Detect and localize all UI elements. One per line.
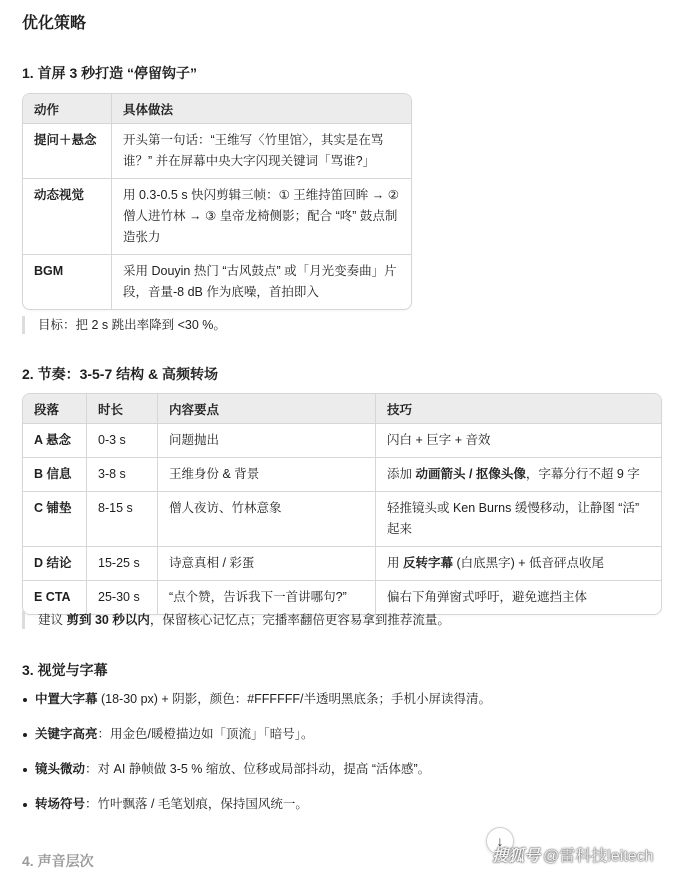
duration-cell: 25-30 s (87, 581, 158, 614)
column-header: 动作 (23, 94, 112, 124)
column-header: 时长 (87, 394, 158, 424)
column-header: 段落 (23, 394, 87, 424)
table-row (23, 124, 411, 179)
watermark-text: @雷科技leitech (543, 848, 654, 865)
table-row (23, 547, 661, 581)
hook-table (22, 93, 412, 310)
content-cell: 问题抛出 (158, 424, 376, 458)
watermark-brand: 搜狐号 (492, 848, 541, 865)
content-cell: 僧人夜访、竹林意象 (158, 492, 376, 547)
rhythm-table (22, 393, 662, 615)
tip-cell: 闪白 + 巨字 + 音效 (376, 424, 661, 458)
content-cell: “点个赞，告诉我下一首讲哪句?” (158, 581, 376, 614)
action-cell: BGM (23, 255, 112, 309)
table-row (23, 179, 411, 255)
tip-cell: 添加 动画箭头 / 抠像头像，字幕分行不超 9 字 (376, 458, 661, 492)
detail-cell: 用 0.3-0.5 s 快闪剪辑三帧：① 王维持笛回眸 → ② 僧人进竹林 → ③ 皇帝龙椅侧影；配合 “咚” 鼓点制造张力 (112, 179, 411, 255)
column-header: 技巧 (376, 394, 661, 424)
tip-highlight: 动画箭头 / 抠像头像 (415, 467, 526, 481)
duration-cell: 0-3 s (87, 424, 158, 458)
visual-tips-list (22, 690, 491, 830)
section-heading-faded: 4. 声音层次 (22, 853, 94, 869)
segment-cell: A 悬念 (23, 424, 87, 458)
segment-cell: D 结论 (23, 547, 87, 581)
action-cell: 动态视觉 (23, 179, 112, 255)
content-cell: 诗意真相 / 彩蛋 (158, 547, 376, 581)
column-header: 内容要点 (158, 394, 376, 424)
tip-cell: 偏右下角弹窗式呼吁，避免遮挡主体 (387, 590, 588, 604)
table-header-row (23, 94, 411, 124)
list-item: 关键字高亮：用金色/暖橙描边如「顶流」「暗号」。 (22, 725, 491, 760)
content-cell: 王维身份 & 背景 (158, 458, 376, 492)
watermark (492, 843, 654, 866)
table-row (23, 581, 661, 614)
table-row (23, 424, 661, 458)
detail-cell: 采用 Douyin 热门 “古风鼓点” 或「月光变奏曲」片段，音量-8 dB 作为底噪，首拍即入 (123, 264, 397, 299)
note-highlight: 剪到 30 秒以内 (66, 613, 150, 627)
duration-cell: 8-15 s (87, 492, 158, 547)
action-cell: 提问＋悬念 (23, 124, 112, 179)
note-quote (22, 316, 226, 334)
list-item: 转场符号：竹叶飘落 / 毛笔划痕，保持国风统一。 (22, 795, 491, 830)
note-text: 目标：把 2 s 跳出率降到 <30 %。 (38, 318, 226, 332)
arrow-down-icon: ↓ (496, 833, 504, 849)
section-heading: 2. 节奏：3-5-7 结构 & 高频转场 (22, 366, 219, 382)
segment-cell: E CTA (23, 581, 87, 614)
detail-cell: 开头第一句话：“王维写〈竹里馆〉，其实是在骂谁？” 并在屏幕中央大字闪现关键词「骂谁?」 (112, 124, 411, 179)
duration-cell: 15-25 s (87, 547, 158, 581)
list-item: 镜头微动：对 AI 静帧做 3-5 % 缩放、位移或局部抖动，提高 “活体感”。 (22, 760, 491, 795)
column-header: 具体做法 (112, 94, 411, 124)
table-row (23, 458, 661, 492)
section-heading: 3. 视觉与字幕 (22, 662, 108, 678)
section-heading: 1. 首屏 3 秒打造 “停留钩子” (22, 65, 198, 81)
segment-cell: C 铺垫 (23, 492, 87, 547)
table-row (23, 492, 661, 547)
tip-cell: 用 反转字幕 (白底黑字) + 低音砰点收尾 (376, 547, 661, 581)
table-header-row (23, 394, 661, 424)
tip-highlight: 反转字幕 (402, 556, 453, 570)
segment-cell: B 信息 (23, 458, 87, 492)
tip-cell: 轻推镜头或 Ken Burns 缓慢移动，让静图 “活” 起来 (376, 492, 661, 547)
note-quote: 建议 剪到 30 秒以内，保留核心记忆点；完播率翻倍更容易拿到推荐流量。 (22, 611, 450, 629)
table-row (23, 255, 411, 309)
page-title: 优化策略 (22, 15, 87, 32)
duration-cell: 3-8 s (87, 458, 158, 492)
list-item: 中置大字幕 (18-30 px) + 阴影，颜色：#FFFFFF/半透明黑底条；手机小屏读得清。 (22, 690, 491, 725)
